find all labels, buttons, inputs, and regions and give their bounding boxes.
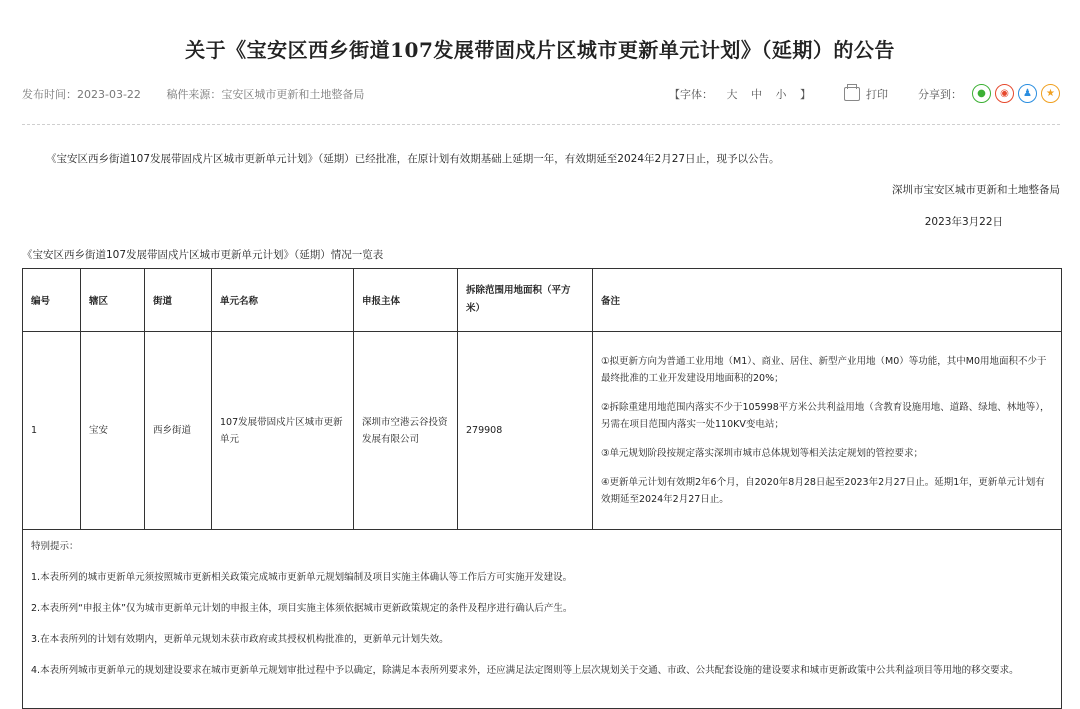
page-title: 关于《宝安区西乡街道107发展带固戍片区城市更新单元计划》（延期）的公告 [185,38,895,62]
article-source: 稿件来源：宝安区城市更新和土地整备局 [166,88,365,101]
table-header-row [23,269,1062,332]
article-meta [22,86,386,102]
header-divider [22,124,1060,125]
font-large-link[interactable]: 大 [726,87,738,101]
share-label: 分享到： [918,87,962,101]
weibo-share-button[interactable] [995,84,1014,103]
cell-no: 1 [23,332,81,530]
print-button[interactable] [844,86,888,102]
tip-item: 2.本表所列“申报主体”仅为城市更新单元计划的申报主体，项目实施主体须依据城市更新政策规定的条件及程序进行确认后产生。 [31,603,573,614]
header-street: 街道 [145,269,212,332]
qzone-icon: ★ [1046,88,1055,99]
remark-item: ①拟更新方向为普通工业用地（M1）、商业、居住、新型产业用地（M0）等功能，其中M0用地面积不少于最终批准的工业开发建设用地面积的20%； [601,356,1047,384]
tip-item: 1.本表所列的城市更新单元须按照城市更新相关政策完成城市更新单元规划编制及项目实施主体确认等工作后方可实施开发建设。 [31,572,573,583]
remark-item: ②拆除重建用地范围内落实不少于105998平方米公共利益用地（含教育设施用地、道路、绿地、林地等），另需在项目范围内落实一处110KV变电站； [601,402,1050,430]
print-label: 打印 [866,87,888,101]
font-small-link[interactable]: 小 [775,87,787,101]
header-applicant: 申报主体 [354,269,458,332]
article-tools [664,84,1060,103]
font-size-label-close: 】 [800,87,811,101]
tip-item: 4.本表所列城市更新单元的规划建设要求在城市更新单元规划审批过程中予以确定，除满足本表所列要求外，还应满足法定图则等上层次规划关于交通、市政、公共配套设施的建设要求和城市更新政策中公共利益项目等用地的移交要求。 [31,665,1019,676]
weibo-icon: ◉ [1000,88,1009,99]
publish-time: 发布时间：2023-03-22 [22,88,141,101]
font-size-label-open: 【字体： [669,87,713,101]
cell-applicant: 深圳市空港云谷投资发展有限公司 [354,332,458,530]
header-area: 拆除范围用地面积（平方米） [458,269,593,332]
tips-row [23,530,1062,709]
remark-item: ④更新单元计划有效期2年6个月，自2020年8月28日起至2023年2月27日止。延期1年，更新单元计划有效期延至2024年2月27日止。 [601,477,1045,505]
cell-area: 279908 [458,332,593,530]
wechat-icon: ● [977,88,986,99]
header-unit-name: 单元名称 [212,269,354,332]
printer-icon [844,87,860,101]
cell-remarks [593,332,1062,530]
remark-item: ③单元规划阶段按规定落实深圳市城市总体规划等相关法定规划的管控要求； [601,448,924,459]
font-size-switcher [664,86,816,102]
qzone-share-button[interactable] [1041,84,1060,103]
font-medium-link[interactable]: 中 [751,87,762,101]
wechat-share-button[interactable] [972,84,991,103]
header-remarks: 备注 [593,269,1062,332]
plan-table [22,268,1062,709]
cell-street: 西乡街道 [145,332,212,530]
qq-share-button[interactable] [1018,84,1037,103]
share-bar [918,84,1060,103]
tip-item: 3.在本表所列的计划有效期内，更新单元规划未获市政府或其授权机构批准的，更新单元计划失效。 [31,634,449,645]
cell-unit-name: 107发展带固戍片区城市更新单元 [212,332,354,530]
cell-district: 宝安 [81,332,145,530]
table-row [23,332,1062,530]
table-caption: 《宝安区西乡街道107发展带固戍片区城市更新单元计划》（延期）情况一览表 [22,249,384,261]
signature-org: 深圳市宝安区城市更新和土地整备局 [892,184,1060,196]
qq-icon: ♟ [1023,88,1032,99]
tips-heading: 特别提示： [31,541,79,552]
special-tips [23,530,1062,709]
signature-date: 2023年3月22日 [924,216,1003,228]
announcement-paragraph: 《宝安区西乡街道107发展带固戍片区城市更新单元计划》（延期）已经批准，在原计划有效期基础上延期一年，有效期延至2024年2月27日止，现予以公告。 [46,153,780,165]
header-district: 辖区 [81,269,145,332]
header-no: 编号 [23,269,81,332]
